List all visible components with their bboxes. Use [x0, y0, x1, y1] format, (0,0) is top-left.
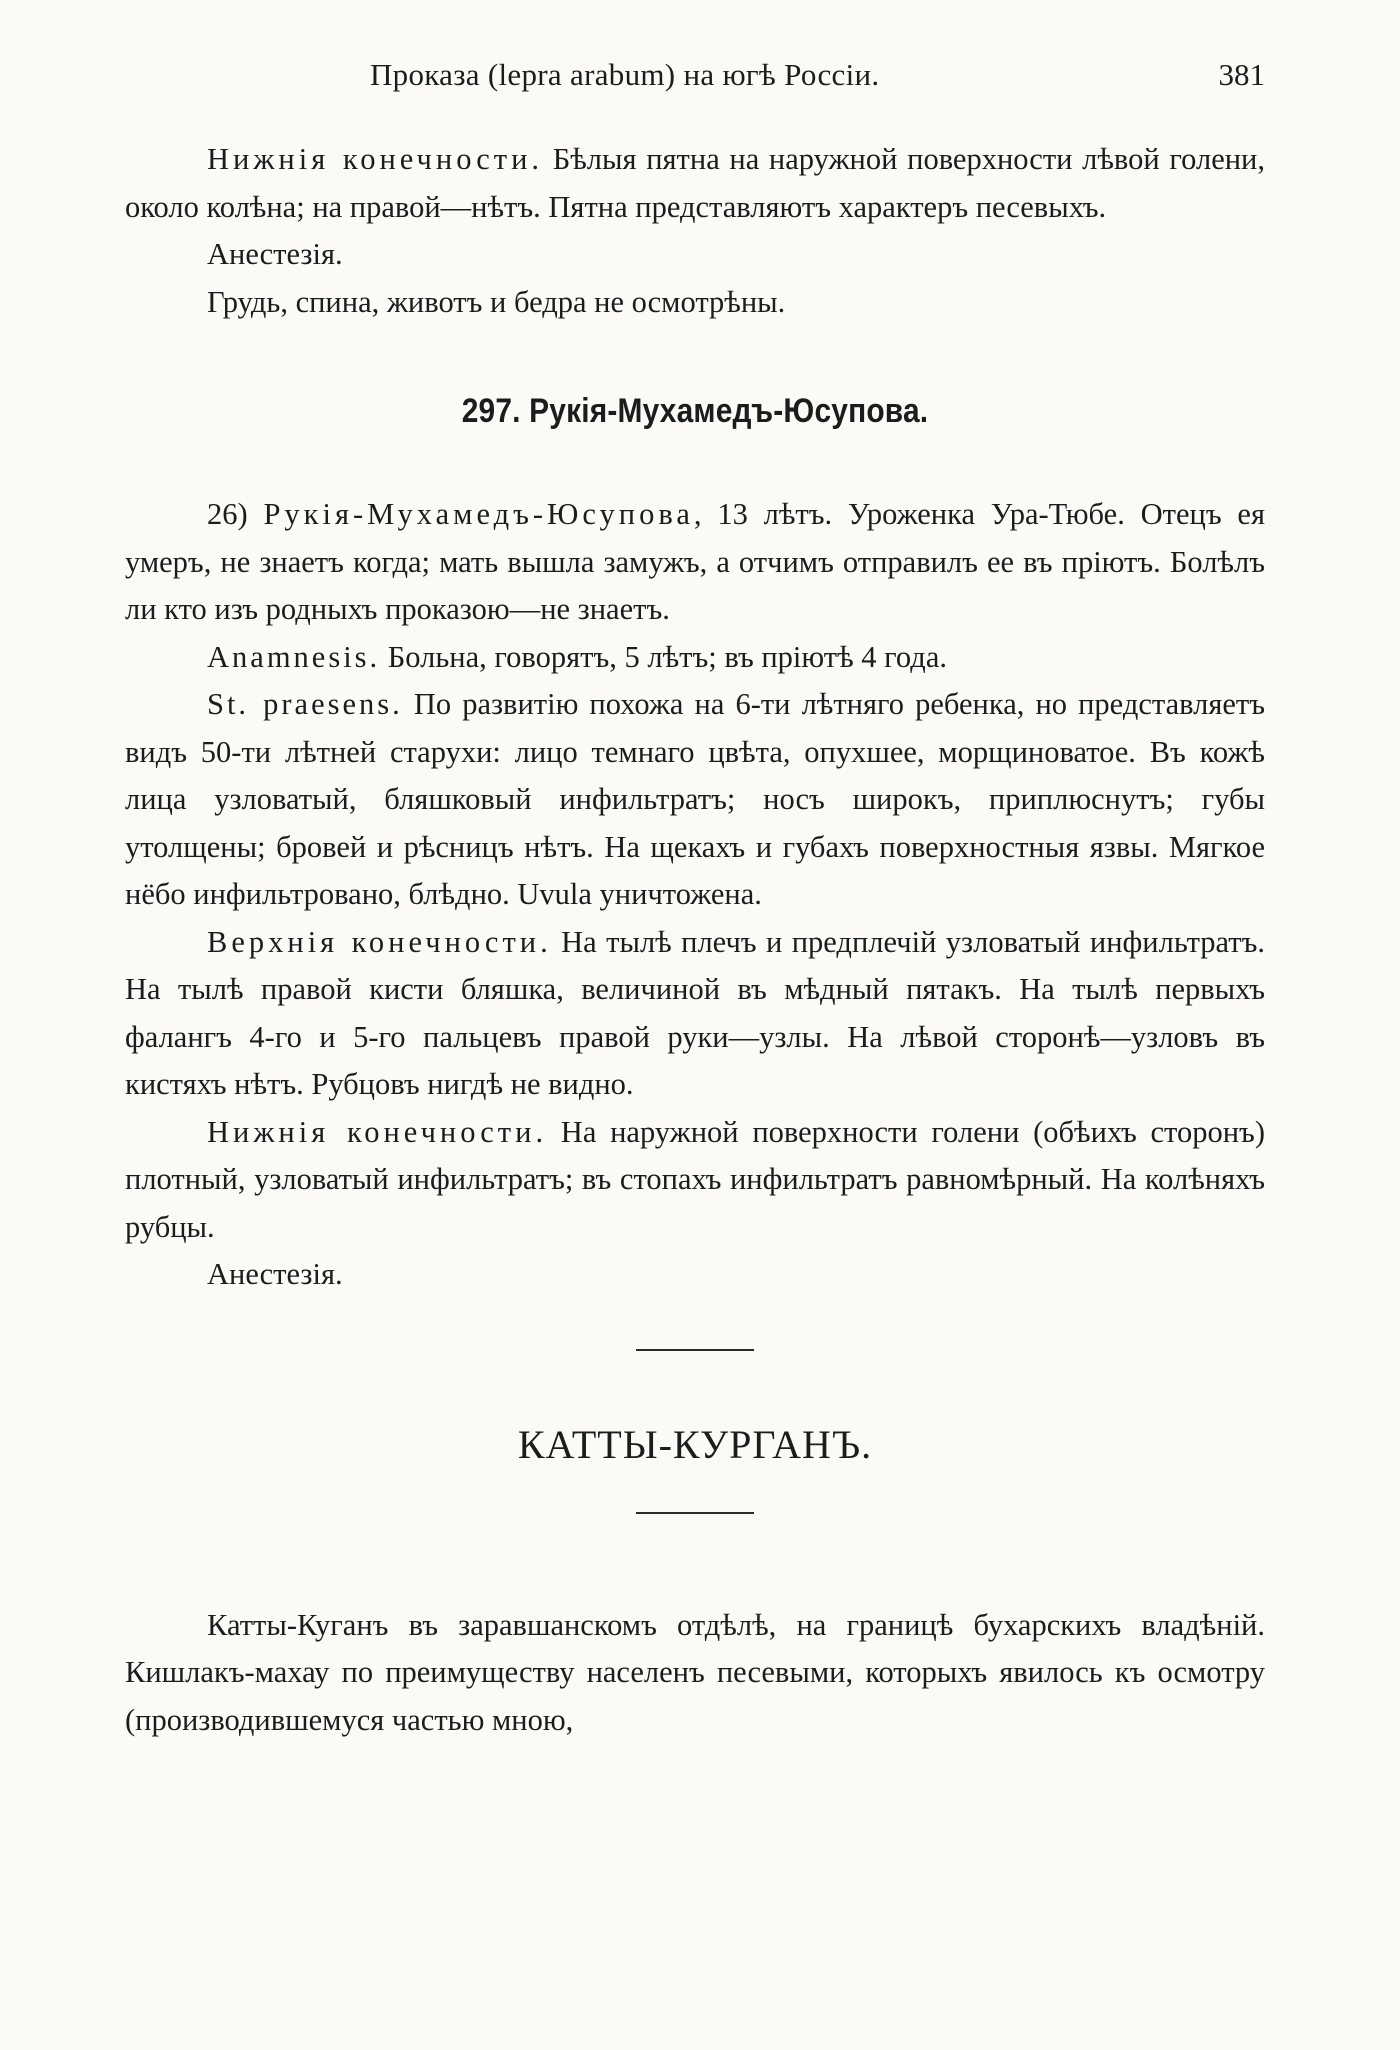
status-praesens-paragraph [125, 681, 1265, 919]
anamnesis-label: Anamnesis. [207, 639, 381, 674]
running-header [125, 50, 1265, 100]
case-lower-limbs-paragraph [125, 1109, 1265, 1252]
status-praesens-text: По развитію похожа на 6-ти лѣтняго ребенка, но представляетъ видъ 50-ти лѣтней старухи: лицо темнаго цвѣта, опухшее, морщиноватое. Въ кожѣ лица узловатый, бляшковый инфильтратъ; носъ широкъ, приплюснутъ; губы утолщены; бровей и рѣсницъ нѣтъ. На щекахъ и губахъ поверхностныя язвы. Мягкое нёбо инфильтровано, блѣдно. Uvula уничтожена. [125, 687, 1266, 911]
lower-limbs-paragraph [125, 136, 1265, 231]
section-intro-paragraph: Катты-Куганъ въ заравшанскомъ отдѣлѣ, на границѣ бухарскихъ владѣній. Кишлакъ-махау по преимуществу населенъ песевыми, которыхъ явилось къ осмотру (производившемуся частью мною, [125, 1607, 1265, 1737]
case-intro-paragraph [125, 491, 1265, 634]
page-number: 381 [1218, 57, 1265, 92]
upper-limbs-text: На тылѣ плечъ и предплечій узловатый инфильтратъ. На тылѣ правой кисти бляшка, величиной въ мѣдный пятакъ. На тылѣ первыхъ фалангъ 4-го и 5-го пальцевъ правой руки—узлы. На лѣвой сторонѣ—узловъ въ кистяхъ нѣтъ. Рубцовъ нигдѣ не видно. [125, 924, 1265, 1101]
section-heading: КАТТЫ-КУРГАНЪ. [517, 1421, 873, 1467]
upper-limbs-label: Верхнія конечности. [207, 924, 552, 959]
case-number-prefix: 26) [207, 497, 264, 531]
case-lower-limbs-text: На наружной поверхности голени (обѣихъ сторонъ) плотный, узловатый инфильтратъ; въ стопахъ инфильтратъ равномѣрный. На колѣняхъ рубцы. [125, 1114, 1265, 1244]
anamnesis-text: Больна, говорятъ, 5 лѣтъ; въ пріютѣ 4 года. [380, 639, 947, 674]
upper-limbs-paragraph [125, 919, 1265, 1109]
section-divider-top [636, 1349, 754, 1351]
lower-limbs-text: Бѣлыя пятна на наружной поверхности лѣвой голени, около колѣна; на правой—нѣтъ. Пятна представляютъ характеръ песевыхъ. [125, 142, 1265, 224]
section-divider-bottom [636, 1512, 754, 1514]
not-examined-paragraph: Грудь, спина, животъ и бедра не осмотрѣны. [207, 284, 786, 319]
lower-limbs-label: Нижнія конечности. [207, 142, 544, 176]
case-anesthesia-paragraph: Анестезія. [207, 1257, 343, 1291]
book-page [125, 50, 1265, 1744]
anamnesis-paragraph [125, 634, 1265, 682]
case-lower-limbs-label: Нижнія конечности. [207, 1114, 548, 1149]
anesthesia-paragraph: Анестезія. [207, 237, 343, 271]
running-title: Проказа (lepra arabum) на югѣ Россіи. [370, 57, 880, 92]
patient-name: Рукія-Мухамедъ-Юсупова [263, 497, 694, 531]
status-praesens-label: St. praesens. [207, 687, 403, 721]
case-heading: 297. Рукія-Мухамедъ-Юсупова. [461, 392, 929, 430]
case-intro-text: , 13 лѣтъ. Уроженка Ура-Тюбе. Отецъ ея умеръ, не знаетъ когда; мать вышла замужъ, а отчимъ отправилъ ее въ пріютъ. Болѣлъ ли кто изъ родныхъ проказою—не знаетъ. [125, 497, 1265, 626]
